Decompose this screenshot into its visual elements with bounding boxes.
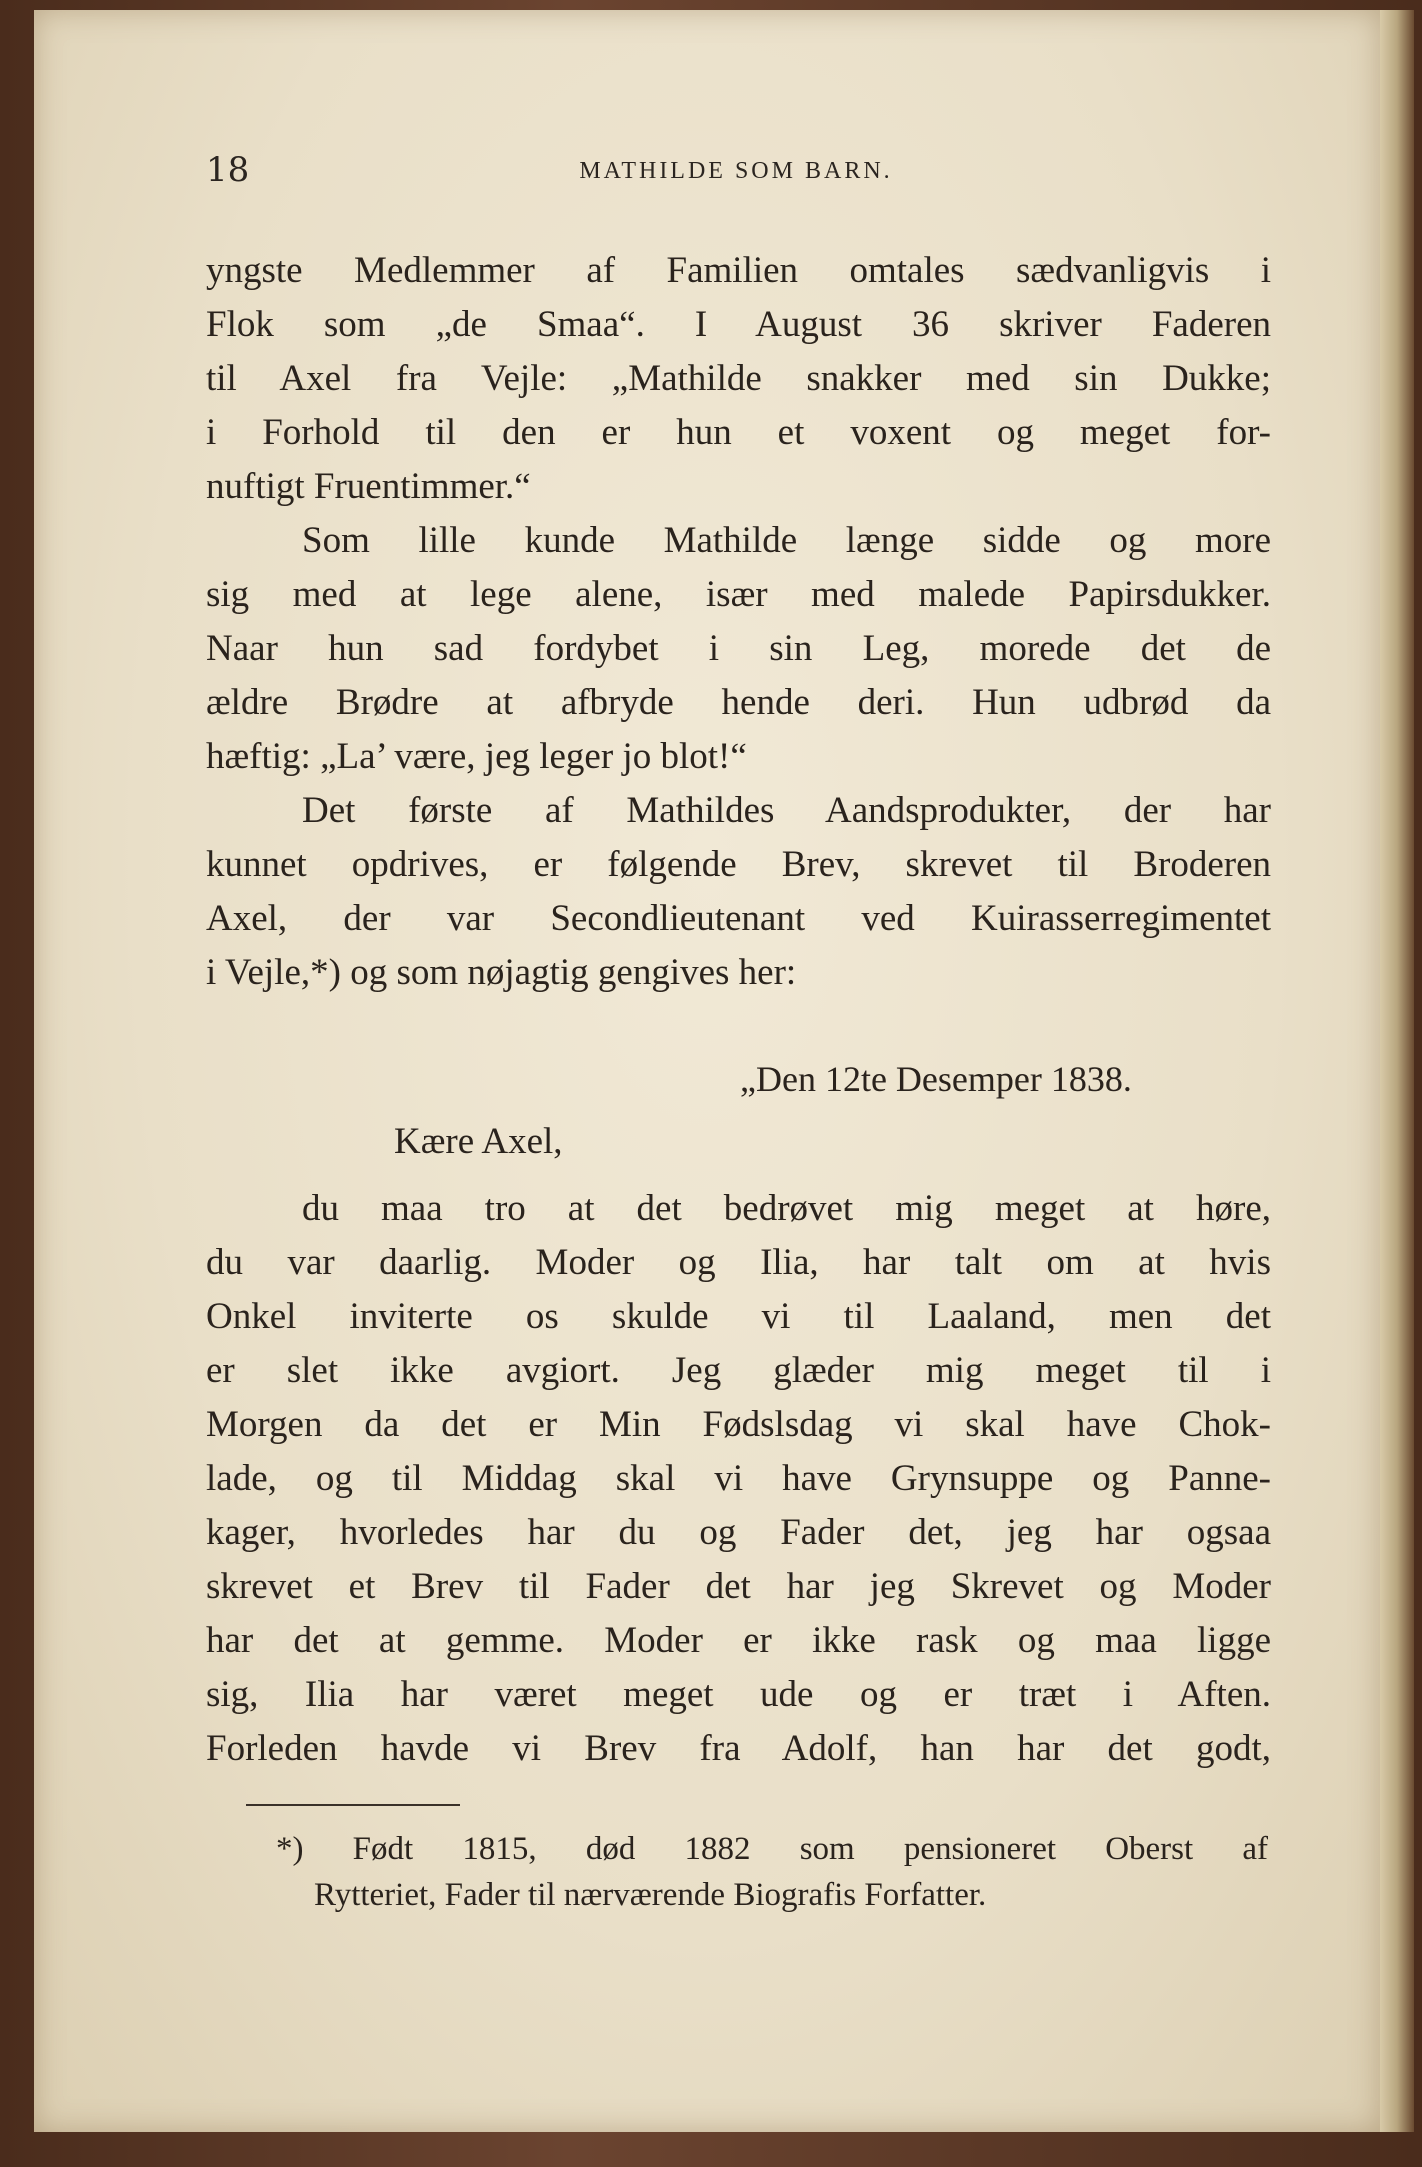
text-line: lade, og til Middag skal vi have Grynsuppe og Panne-	[206, 1458, 1271, 1499]
text-line: Naar hun sad fordybet i sin Leg, morede det de	[206, 628, 1271, 669]
footnote	[276, 1826, 1268, 1918]
letter-salutation: Kære Axel,	[394, 1121, 563, 1162]
paragraph-1	[206, 244, 1271, 514]
text-line: i Forhold til den er hun et voxent og meget for-	[206, 412, 1271, 453]
text-line: du maa tro at det bedrøvet mig meget at høre,	[302, 1188, 1271, 1229]
text-line: sig med at lege alene, især med malede Papirsdukker.	[206, 574, 1271, 615]
text-line: i Vejle,*) og som nøjagtig gengives her:	[206, 952, 797, 993]
text-line: Som lille kunde Mathilde længe sidde og more	[302, 520, 1271, 561]
footnote-line: Rytteriet, Fader til nærværende Biografis Forfatter.	[314, 1877, 987, 1913]
text-line: Onkel inviterte os skulde vi til Laaland, men det	[206, 1296, 1271, 1337]
text-line: du var daarlig. Moder og Ilia, har talt om at hvis	[206, 1242, 1271, 1283]
paragraph-3	[206, 784, 1271, 1000]
text-line: hæftig: „La’ være, jeg leger jo blot!“	[206, 736, 747, 777]
text-line: Axel, der var Secondlieutenant ved Kuirasserregimentet	[206, 898, 1271, 939]
text-line: kager, hvorledes har du og Fader det, jeg har ogsaa	[206, 1512, 1271, 1553]
text-line: nuftigt Fruentimmer.“	[206, 466, 531, 507]
text-line: Flok som „de Smaa“. I August 36 skriver Faderen	[206, 304, 1271, 345]
text-line: skrevet et Brev til Fader det har jeg Skrevet og Moder	[206, 1566, 1271, 1607]
footnote-line: *) Født 1815, død 1882 som pensioneret Oberst af	[276, 1831, 1268, 1867]
footnote-divider	[246, 1804, 460, 1806]
text-line: kunnet opdrives, er følgende Brev, skrevet til Broderen	[206, 844, 1271, 885]
page-edge	[1380, 10, 1414, 2132]
running-head: MATHILDE SOM BARN.	[579, 158, 893, 184]
text-line: Forleden havde vi Brev fra Adolf, han har det godt,	[206, 1728, 1271, 1769]
text-line: til Axel fra Vejle: „Mathilde snakker med sin Dukke;	[206, 358, 1271, 399]
text-line: har det at gemme. Moder er ikke rask og maa ligge	[206, 1620, 1271, 1661]
page-number: 18	[206, 150, 250, 190]
text-line: ældre Brødre at afbryde hende deri. Hun udbrød da	[206, 682, 1271, 723]
text-line: Det første af Mathildes Aandsprodukter, der har	[302, 790, 1271, 831]
letter-body	[206, 1182, 1271, 1776]
text-line: sig, Ilia har været meget ude og er træt i Aften.	[206, 1674, 1271, 1715]
page-header	[206, 150, 1266, 190]
text-line: Morgen da det er Min Fødslsdag vi skal have Chok-	[206, 1404, 1271, 1445]
paragraph-2	[206, 514, 1271, 784]
letter-dateline: „Den 12te Desemper 1838.	[740, 1059, 1132, 1099]
text-line: er slet ikke avgiort. Jeg glæder mig meget til i	[206, 1350, 1271, 1391]
text-line: yngste Medlemmer af Familien omtales sædvanligvis i	[206, 250, 1271, 291]
